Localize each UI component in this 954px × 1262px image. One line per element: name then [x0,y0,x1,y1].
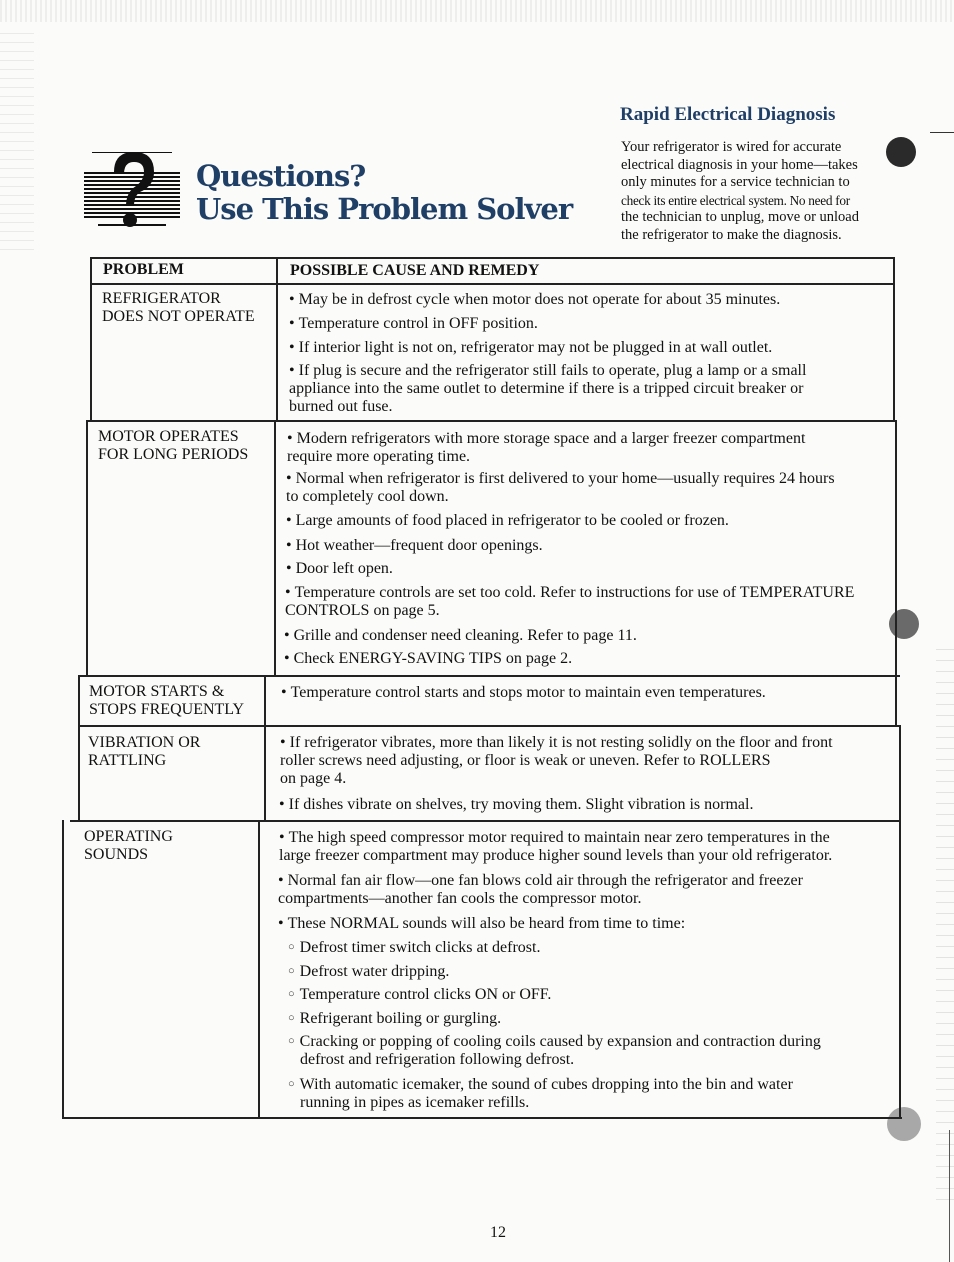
remedy-item: • Door left open. [286,560,393,577]
table-border [276,257,278,420]
sound-item: ○ Refrigerant boiling or gurgling. [288,1010,502,1027]
remedy-item: • Temperature control starts and stops motor to maintain even temperatures. [281,684,766,701]
rapid-line: the technician to unplug, move or unload [621,209,859,225]
problem-cell: OPERATING SOUNDS [84,828,173,863]
table-border [893,257,895,420]
problem-column-header: PROBLEM [103,261,184,278]
remedy-item: • Modern refrigerators with more storage space and a larger freezer compartment require more operating time. [287,430,806,465]
remedy-column-header: POSSIBLE CAUSE AND REMEDY [290,262,540,279]
remedy-item: • If refrigerator vibrates, more than likely it is not resting solidly on the floor and front roller screws need adjusting, or floor is weak or uneven. Refer to ROLLERS on page 4. [280,734,833,787]
table-border [264,675,266,820]
table-border [86,420,896,422]
binder-hole-mark [889,609,919,639]
table-border [895,420,897,725]
rapid-line: electrical diagnosis in your home—takes [621,156,858,173]
scan-noise-left [0,30,34,250]
sound-item: ○ Defrost timer switch clicks at defrost. [288,939,541,956]
page-title [196,160,572,226]
table-border [78,675,900,677]
remedy-item: • The high speed compressor motor required to maintain near zero temperatures in the large freezer compartment may produce higher sound levels than your old refrigerator. [279,829,833,864]
table-border [899,725,901,1117]
remedy-item: • May be in defrost cycle when motor does not operate for about 35 minutes. [289,291,781,308]
remedy-item: • Temperature control in OFF position. [289,315,538,332]
remedy-item: • Normal when refrigerator is first delivered to your home—usually requires 24 hours to completely cool down. [286,470,835,505]
remedy-item: • These NORMAL sounds will also be heard from time to time: [278,915,686,932]
rapid-line: only minutes for a service technician to [621,174,850,190]
remedy-item: • Grille and condenser need cleaning. Refer to page 11. [284,627,637,644]
binder-hole-mark [886,137,916,167]
sound-item: ○ Defrost water dripping. [288,963,450,980]
table-border [78,725,900,727]
table-border [86,420,88,675]
table-border [78,675,80,820]
table-border [70,820,900,822]
rapid-diagnosis-heading: Rapid Electrical Diagnosis [620,104,836,125]
binder-hole-mark [887,1107,921,1141]
remedy-item: • If dishes vibrate on shelves, try moving them. Slight vibration is normal. [279,796,754,813]
problem-cell: VIBRATION OR RATTLING [88,734,201,769]
problem-cell: REFRIGERATOR DOES NOT OPERATE [102,290,255,325]
sound-item: ○ With automatic icemaker, the sound of cubes dropping into the bin and water running in pipes as icemaker refills. [288,1076,793,1111]
table-border [62,1117,902,1119]
rapid-line: Your refrigerator is wired for accurate [621,139,842,155]
rapid-diagnosis-text [621,139,899,244]
table-border [90,283,894,285]
problem-cell: MOTOR OPERATES FOR LONG PERIODS [98,428,249,463]
question-mark-icon [84,140,180,240]
sound-item: ○ Temperature control clicks ON or OFF. [288,986,552,1003]
problem-cell: MOTOR STARTS & STOPS FREQUENTLY [89,683,245,718]
remedy-item: • If interior light is not on, refrigerator may not be plugged in at wall outlet. [289,339,773,356]
table-border [258,820,260,1117]
remedy-item: • Temperature controls are set too cold. Refer to instructions for use of TEMPERATURE CONTROLS on page 5. [285,584,855,619]
page-number: 12 [490,1224,506,1241]
title-line-1: Questions? [196,159,366,193]
rapid-line: check its entire electrical system. No need for [621,192,850,208]
table-border [90,257,92,420]
title-line-2: Use This Problem Solver [196,192,573,226]
remedy-item: • If plug is secure and the refrigerator still fails to operate, plug a lamp or a small appliance into the same outlet to determine if there is a tripped circuit breaker or burned out fuse. [289,362,807,415]
remedy-item: • Large amounts of food placed in refrigerator to be cooled or frozen. [286,512,729,529]
remedy-item: • Hot weather—frequent door openings. [286,537,543,554]
table-border [90,257,894,259]
margin-mark [930,132,954,133]
scan-noise-top [0,0,954,22]
page-edge-line [949,1130,950,1262]
table-border [62,820,64,1117]
rapid-line: the refrigerator to make the diagnosis. [621,226,842,243]
remedy-item: • Normal fan air flow—one fan blows cold air through the refrigerator and freezer compartments—another fan cools the compressor motor. [278,872,803,907]
remedy-item: • Check ENERGY-SAVING TIPS on page 2. [284,650,573,667]
table-border [274,420,276,675]
scan-noise-right [936,640,954,1200]
sound-item: ○ Cracking or popping of cooling coils caused by expansion and contraction during defrost and refrigeration following defrost. [288,1033,821,1068]
